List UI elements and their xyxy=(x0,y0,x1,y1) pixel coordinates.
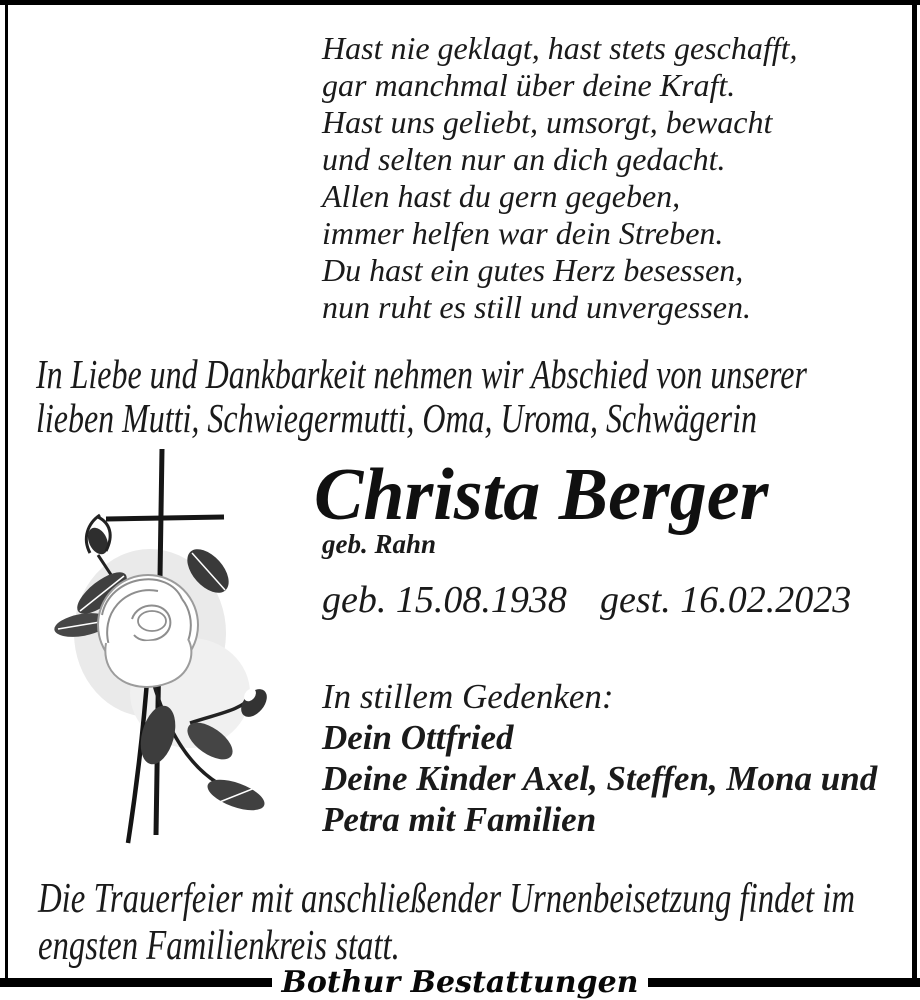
cross-horizontal-beam xyxy=(106,517,224,519)
poem-line: Allen hast du gern gegeben, xyxy=(322,178,681,214)
memorial-block xyxy=(322,676,877,840)
death-date: gest. 16.02.2023 xyxy=(600,579,852,621)
mourner-line: Dein Ottfried xyxy=(322,718,514,757)
mourner-line: Deine Kinder Axel, Steffen, Mona und xyxy=(322,759,878,798)
poem-line: nun ruht es still und unvergessen. xyxy=(322,289,751,325)
footer-rule-left xyxy=(0,978,272,987)
poem-line: Du hast ein gutes Herz besessen, xyxy=(322,252,744,288)
deceased-name: Christa Berger xyxy=(314,454,769,536)
birth-date: geb. 15.08.1938 xyxy=(322,579,567,621)
frame-border-right xyxy=(912,5,917,978)
funeral-info xyxy=(38,876,855,970)
poem-line: Hast uns geliebt, umsorgt, bewacht xyxy=(322,104,773,140)
maiden-name: geb. Rahn xyxy=(322,529,437,559)
farewell-intro-line: lieben Mutti, Schwiegermutti, Oma, Uroma, Schwägerin xyxy=(36,395,757,441)
poem-line: Hast nie geklagt, hast stets geschafft, xyxy=(322,30,798,66)
memorial-heading: In stillem Gedenken: xyxy=(322,677,614,716)
funeral-home-name: Bothur Bestattungen xyxy=(281,964,639,1000)
mourner-line: Petra mit Familien xyxy=(322,800,597,839)
poem-line: immer helfen war dein Streben. xyxy=(322,215,724,251)
poem-block xyxy=(322,30,798,326)
rose-and-cross-illustration xyxy=(40,443,292,857)
farewell-intro-line: In Liebe und Dankbarkeit nehmen wir Abschied von unserer xyxy=(36,351,807,397)
farewell-intro xyxy=(36,352,807,440)
funeral-info-line: Die Trauerfeier mit anschließender Urnenbeisetzung findet im xyxy=(38,876,856,922)
poem-line: und selten nur an dich gedacht. xyxy=(322,141,726,177)
frame-border-left xyxy=(5,5,8,978)
funeral-info-line: engsten Familienkreis statt. xyxy=(38,923,400,969)
frame-border-top xyxy=(0,0,920,5)
footer-rule-right xyxy=(648,978,920,987)
poem-line: gar manchmal über deine Kraft. xyxy=(322,67,736,103)
footer xyxy=(0,964,920,1000)
